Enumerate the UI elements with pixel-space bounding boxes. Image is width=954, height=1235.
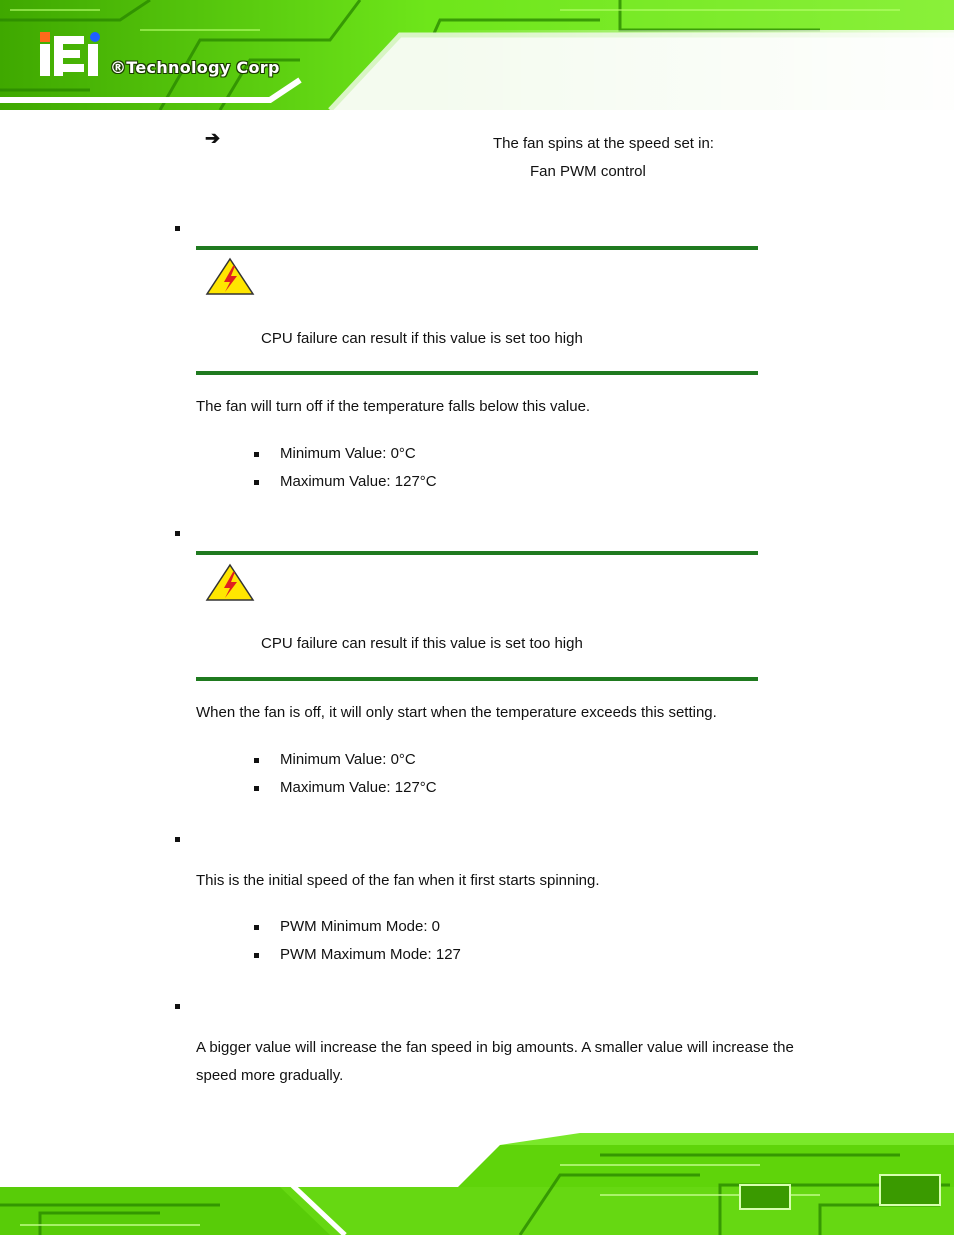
warning-top-rule (196, 246, 758, 250)
warning-icon (204, 256, 256, 298)
company-logo-text: ®Technology Corp (110, 58, 280, 77)
list-item: Minimum Value: 0°C (280, 751, 416, 768)
right-arrow-icon: ➔ (205, 128, 221, 148)
list-item: Maximum Value: 127°C (280, 779, 437, 796)
list-item: Minimum Value: 0°C (280, 445, 416, 462)
list-bullet (254, 452, 259, 457)
warning-icon (204, 562, 256, 604)
section-description: This is the initial speed of the fan when it first starts spinning. (196, 872, 600, 889)
page-header-banner (0, 0, 954, 110)
list-bullet (254, 953, 259, 958)
warning-bottom-rule (196, 677, 758, 681)
fan-mode-note-line2: Fan PWM control (530, 163, 646, 180)
list-item: PWM Maximum Mode: 127 (280, 946, 461, 963)
warning-text: CPU failure can result if this value is set too high (261, 635, 583, 652)
list-bullet (254, 758, 259, 763)
fan-mode-note-line1: The fan spins at the speed set in: (493, 135, 714, 152)
section-bullet (175, 531, 180, 536)
section-bullet (175, 1004, 180, 1009)
warning-text: CPU failure can result if this value is set too high (261, 330, 583, 347)
circuit-board-footer-graphic (0, 1125, 954, 1235)
section-description: The fan will turn off if the temperature falls below this value. (196, 398, 591, 415)
section-description-line2: speed more gradually. (196, 1067, 344, 1084)
list-item: PWM Minimum Mode: 0 (280, 918, 441, 935)
section-description-line1: A bigger value will increase the fan speed in big amounts. A smaller value will increase the (196, 1039, 794, 1056)
warning-bottom-rule (196, 371, 758, 375)
section-bullet (175, 226, 180, 231)
warning-top-rule (196, 551, 758, 555)
section-description: When the fan is off, it will only start when the temperature exceeds this setting. (196, 704, 717, 721)
list-bullet (254, 925, 259, 930)
section-bullet (175, 837, 180, 842)
list-bullet (254, 786, 259, 791)
list-bullet (254, 480, 259, 485)
page-footer-banner (0, 1125, 954, 1235)
circuit-board-header-graphic (0, 0, 954, 110)
list-item: Maximum Value: 127°C (280, 473, 437, 490)
